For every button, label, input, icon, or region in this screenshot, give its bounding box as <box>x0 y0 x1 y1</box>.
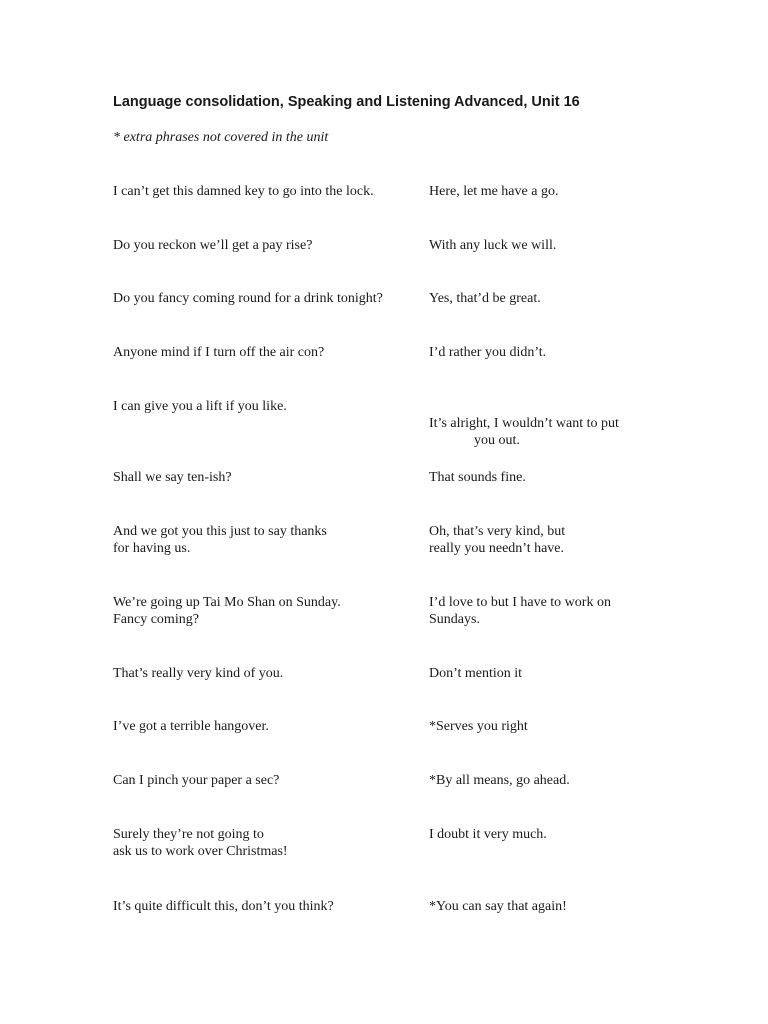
prompt-text: Anyone mind if I turn off the air con? <box>113 345 325 360</box>
response-text: *By all means, go ahead. <box>429 773 570 788</box>
prompt-text: That’s really very kind of you. <box>113 666 284 681</box>
response-text: I’d rather you didn’t. <box>429 345 547 360</box>
document-title: Language consolidation, Speaking and Listening Advanced, Unit 16 <box>113 94 580 110</box>
footnote-legend: * extra phrases not covered in the unit <box>113 130 329 145</box>
response-text: With any luck we will. <box>429 238 557 253</box>
response-text: I doubt it very much. <box>429 827 547 842</box>
response-text: That sounds fine. <box>429 470 526 485</box>
response-text: Don’t mention it <box>429 666 523 681</box>
prompt-text: I’ve got a terrible hangover. <box>113 719 269 734</box>
prompt-text: And we got you this just to say thanks for having us. <box>113 524 327 556</box>
prompt-text: I can give you a lift if you like. <box>113 399 287 414</box>
response-text: *You can say that again! <box>429 899 567 914</box>
response-text: *Serves you right <box>429 719 528 734</box>
prompt-text: It’s quite difficult this, don’t you think? <box>113 899 334 914</box>
response-text: Here, let me have a go. <box>429 184 559 199</box>
response-line-1: It’s alright, I wouldn’t want to put <box>429 416 619 431</box>
prompt-text: I can’t get this damned key to go into the lock. <box>113 184 374 199</box>
response-line-2: you out. <box>474 433 520 448</box>
response-text: Oh, that’s very kind, but really you needn’t have. <box>429 524 566 556</box>
prompt-text: Surely they’re not going to ask us to work over Christmas! <box>113 827 288 859</box>
prompt-text: Shall we say ten-ish? <box>113 470 232 485</box>
response-text <box>429 398 729 466</box>
prompt-text: Can I pinch your paper a sec? <box>113 773 280 788</box>
response-text: Yes, that’d be great. <box>429 291 541 306</box>
prompt-text: We’re going up Tai Mo Shan on Sunday. Fancy coming? <box>113 595 341 627</box>
prompt-text: Do you reckon we’ll get a pay rise? <box>113 238 313 253</box>
prompt-text: Do you fancy coming round for a drink tonight? <box>113 291 383 306</box>
response-text: I’d love to but I have to work on Sundays. <box>429 595 611 627</box>
